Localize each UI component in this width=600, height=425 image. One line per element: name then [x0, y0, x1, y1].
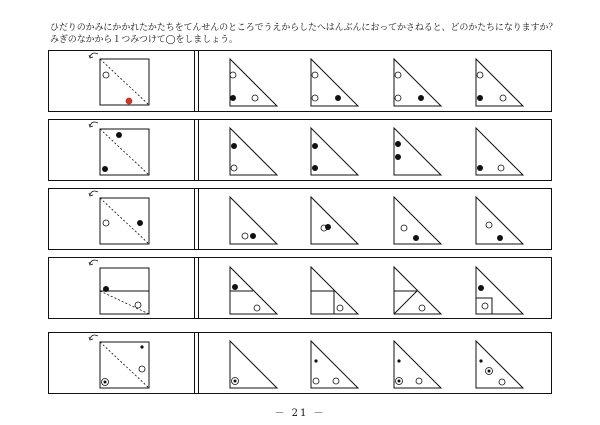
- choice-4[interactable]: [476, 59, 523, 106]
- question-row-2: [48, 119, 552, 181]
- choice-1[interactable]: [230, 59, 277, 106]
- question-figure: [89, 191, 149, 244]
- choice-1[interactable]: [230, 341, 277, 388]
- question-row-5: [48, 332, 552, 394]
- choice-2[interactable]: [311, 59, 358, 106]
- choice-2[interactable]: [311, 197, 358, 244]
- choice-4[interactable]: [476, 128, 523, 175]
- choice-1[interactable]: [230, 267, 277, 314]
- choice-3[interactable]: [394, 341, 441, 388]
- choice-2[interactable]: [311, 128, 358, 175]
- choice-1[interactable]: [230, 128, 277, 175]
- row-figures: [49, 333, 553, 395]
- question-row-1: [48, 50, 552, 112]
- row-figures: [49, 189, 553, 251]
- row-figures: [49, 120, 553, 182]
- choice-4[interactable]: [476, 267, 523, 314]
- choice-3[interactable]: [394, 267, 441, 314]
- choice-1[interactable]: [230, 197, 277, 244]
- question-figure: [89, 122, 149, 175]
- question-figure: [89, 335, 149, 388]
- question-figure: [89, 260, 149, 314]
- choice-2[interactable]: [311, 267, 358, 314]
- instruction-line-1: ひだりのかみにかかれたかたちをてんせんのところでうえからしたへはんぶんにおってかさねると、どのかたちになりますか？: [50, 23, 558, 33]
- question-figure: [89, 53, 149, 105]
- question-row-3: [48, 188, 552, 250]
- row-figures: [49, 51, 553, 113]
- choice-4[interactable]: [476, 341, 523, 388]
- question-row-4: [48, 257, 552, 319]
- choice-3[interactable]: [394, 59, 441, 106]
- choice-2[interactable]: [311, 341, 358, 388]
- row-figures: [49, 258, 553, 320]
- choice-3[interactable]: [394, 197, 441, 244]
- choice-4[interactable]: [476, 197, 523, 244]
- instruction-line-2: みぎのなかから１つみつけて◯をしましょう。: [50, 35, 238, 45]
- choice-3[interactable]: [394, 128, 441, 175]
- page-number: － 21 －: [274, 408, 326, 419]
- instructions: [50, 22, 570, 46]
